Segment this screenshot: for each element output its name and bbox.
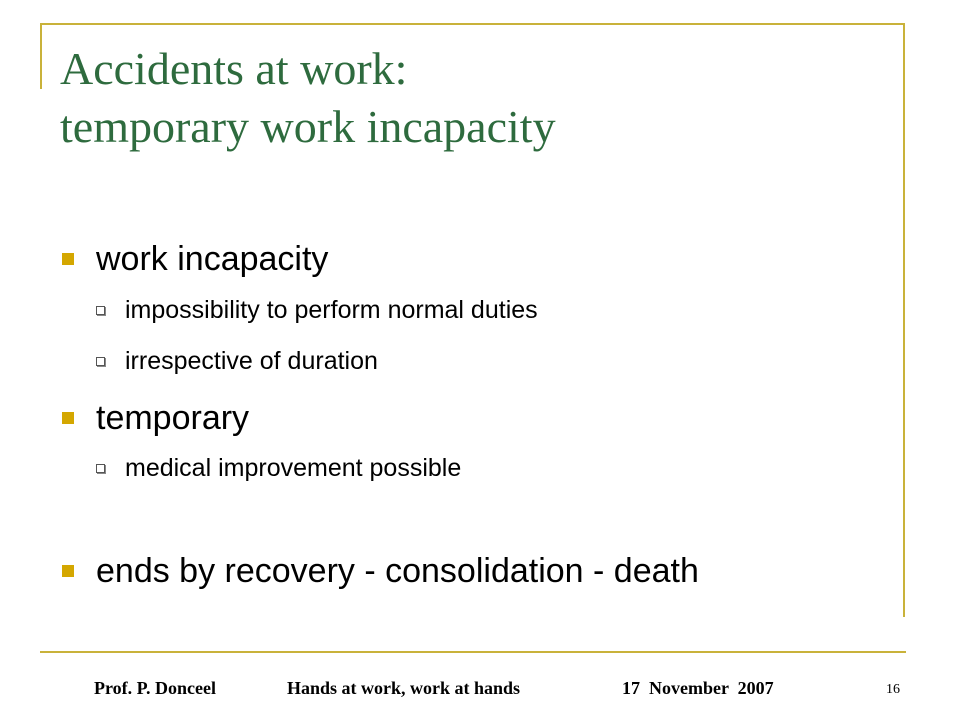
bullet-text: temporary bbox=[96, 399, 250, 437]
slide-title bbox=[60, 40, 890, 156]
sub-bullet-text: irrespective of duration bbox=[125, 347, 378, 375]
hollow-square-bullet-icon bbox=[96, 357, 105, 366]
footer-author: Prof. P. Donceel bbox=[94, 678, 216, 698]
square-bullet-icon bbox=[62, 565, 74, 577]
footer-event: Hands at work, work at hands bbox=[287, 678, 521, 698]
footer-date: 17 November 2007 bbox=[622, 678, 774, 698]
title-line-1: Accidents at work: bbox=[60, 43, 408, 94]
frame-bottom-line bbox=[40, 651, 906, 653]
square-bullet-icon bbox=[62, 412, 74, 424]
bullet-item bbox=[62, 551, 699, 591]
sub-bullet-item bbox=[96, 346, 378, 376]
square-bullet-icon bbox=[62, 253, 74, 265]
sub-bullet-text: medical improvement possible bbox=[125, 454, 462, 482]
frame-right-line bbox=[903, 23, 905, 617]
sub-bullet-item bbox=[96, 453, 461, 483]
frame-left-line bbox=[40, 23, 42, 89]
bullet-text: ends by recovery - consolidation - death bbox=[96, 552, 699, 590]
bullet-item bbox=[62, 239, 328, 279]
title-line-2: temporary work incapacity bbox=[60, 101, 556, 152]
sub-bullet-item bbox=[96, 295, 538, 325]
hollow-square-bullet-icon bbox=[96, 306, 105, 315]
hollow-square-bullet-icon bbox=[96, 464, 105, 473]
frame-top-line bbox=[40, 23, 904, 25]
bullet-text: work incapacity bbox=[96, 240, 329, 278]
page-number: 16 bbox=[886, 682, 900, 697]
bullet-item bbox=[62, 398, 249, 438]
sub-bullet-text: impossibility to perform normal duties bbox=[125, 296, 538, 324]
